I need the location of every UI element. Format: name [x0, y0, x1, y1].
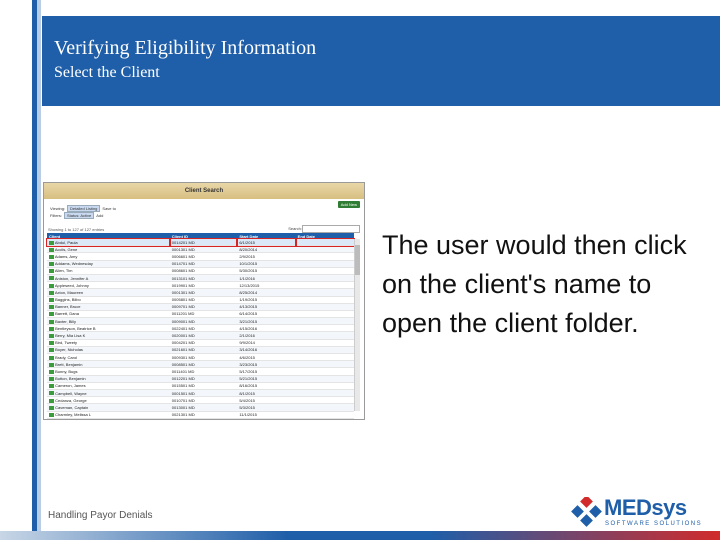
cell-text: 1/19/2015	[239, 297, 258, 303]
cell-text: Bentleyson, Beatrice B	[55, 325, 96, 331]
instruction-text: The user would then click on the client's name to open the client folder.	[382, 230, 687, 338]
cell-client[interactable]	[47, 346, 170, 353]
cell-client-id	[170, 267, 238, 274]
cell-text: 0020001 MD	[171, 333, 195, 339]
cell-text: 3/14/2016	[239, 347, 258, 353]
cell-end-date	[296, 253, 354, 260]
client-search-screenshot	[43, 182, 365, 420]
client-search-title: Client Search	[44, 183, 364, 199]
table-row[interactable]	[47, 397, 354, 404]
folder-icon[interactable]	[49, 348, 54, 352]
table-row[interactable]	[47, 296, 354, 303]
cell-start-date	[237, 368, 295, 375]
cell-text: 8/16/2015	[239, 383, 258, 389]
search-input[interactable]	[302, 225, 360, 233]
cell-start-date	[237, 346, 295, 353]
folder-icon[interactable]	[49, 305, 54, 309]
search-label: Search:	[288, 226, 302, 231]
cell-text: 0012201 MD	[171, 376, 195, 382]
cell-end-date	[296, 239, 354, 246]
cell-end-date	[296, 318, 354, 325]
cell-text: 0008501 MD	[171, 361, 195, 367]
cell-text: 8/20/2014	[239, 246, 258, 252]
cell-text: Addams, Wednesday	[54, 261, 93, 267]
table-row[interactable]	[47, 404, 354, 411]
folder-icon[interactable]	[49, 248, 54, 252]
cell-text: 0021601 MD	[171, 347, 195, 353]
cell-start-date	[237, 397, 295, 404]
cell-start-date	[237, 375, 295, 382]
cell-text: 5/30/2015	[239, 268, 258, 274]
cell-start-date	[237, 361, 295, 368]
cell-client-id	[170, 404, 238, 411]
cell-client-id	[170, 397, 238, 404]
cell-text: Boyer, Nicholas	[55, 347, 83, 353]
cell-end-date	[296, 389, 354, 396]
add-new-button[interactable]: Add New	[338, 201, 360, 208]
cell-text: Caveman, Captain	[55, 404, 89, 410]
cell-start-date	[237, 253, 295, 260]
folder-icon[interactable]	[49, 377, 54, 381]
cell-end-date	[296, 260, 354, 267]
cell-start-date	[237, 411, 295, 418]
cell-text: Banner, Bruce	[55, 304, 81, 310]
table-scrollbar[interactable]	[354, 239, 360, 411]
cell-client-id	[170, 253, 238, 260]
folder-icon[interactable]	[49, 327, 54, 331]
client-table	[47, 233, 354, 419]
cell-start-date	[237, 325, 295, 332]
cell-client[interactable]	[47, 296, 170, 303]
cell-start-date	[237, 296, 295, 303]
filters-row	[50, 212, 103, 219]
cell-client-id	[170, 346, 238, 353]
cell-start-date	[237, 332, 295, 339]
cell-start-date	[237, 310, 295, 317]
cell-client-id	[170, 246, 238, 253]
folder-icon[interactable]	[49, 399, 54, 403]
table-row[interactable]	[47, 375, 354, 382]
cell-text: 5/4/2015	[239, 397, 255, 403]
cell-client[interactable]	[47, 375, 170, 382]
cell-client-id	[170, 282, 238, 289]
cell-text: 8/25/2014	[239, 289, 258, 295]
cell-text: 0008601 MD	[171, 268, 195, 274]
cell-client[interactable]	[47, 282, 170, 289]
cell-text: 0001301 MD	[171, 289, 195, 295]
cell-text: 0013001 MD	[171, 404, 195, 410]
cell-client[interactable]	[47, 339, 170, 346]
cell-client[interactable]	[47, 354, 170, 361]
column-header-start-date[interactable]: Start Date	[237, 233, 295, 239]
filters-extra[interactable]: Add	[96, 213, 104, 218]
cell-start-date	[237, 339, 295, 346]
cell-end-date	[296, 411, 354, 418]
cell-text: 0009701 MD	[171, 304, 195, 310]
cell-text: 0021301 MD	[171, 412, 195, 418]
table-row[interactable]	[47, 282, 354, 289]
cell-text: 8/1/2015	[239, 390, 255, 396]
cell-end-date	[296, 303, 354, 310]
showing-count: Showing 1 to 127 of 127 entries	[48, 227, 105, 232]
table-row[interactable]	[47, 339, 354, 346]
folder-icon[interactable]	[49, 334, 54, 338]
column-header-client[interactable]: Client	[47, 233, 170, 239]
cell-text: 11/1/2015	[239, 412, 257, 418]
cell-text: Baxter, Billy	[55, 318, 77, 324]
cell-client-id	[170, 318, 238, 325]
cell-text: 3/21/2015	[239, 318, 258, 324]
folder-icon[interactable]	[49, 363, 54, 367]
cell-text: Allen, Tim	[54, 268, 73, 274]
table-row[interactable]	[47, 325, 354, 332]
folder-icon[interactable]	[49, 312, 54, 316]
cell-text: Brady, Carol	[55, 354, 78, 360]
folder-icon[interactable]	[49, 269, 54, 273]
cell-client[interactable]	[47, 382, 170, 389]
page-title: Verifying Eligibility Information	[54, 37, 317, 59]
cell-client-id	[170, 375, 238, 382]
cell-text: 0014201 MD	[171, 239, 195, 245]
folder-icon[interactable]	[49, 391, 54, 395]
cell-text: 12/13/2015	[239, 282, 260, 288]
cell-start-date	[237, 303, 295, 310]
cell-client-id	[170, 289, 238, 296]
footer-text: Handling Payor Denials	[48, 510, 153, 521]
folder-icon[interactable]	[49, 284, 54, 288]
cell-end-date	[296, 339, 354, 346]
folder-icon[interactable]	[49, 384, 54, 388]
cell-text: 0009001 MD	[171, 318, 195, 324]
cell-text: 1/1/2016	[239, 275, 255, 281]
cell-text: 0005801 MD	[171, 297, 195, 303]
cell-client-id	[170, 354, 238, 361]
scrollbar-thumb[interactable]	[355, 245, 360, 275]
folder-icon[interactable]	[49, 320, 54, 324]
cell-client-id	[170, 382, 238, 389]
cell-start-date	[237, 282, 295, 289]
cell-end-date	[296, 332, 354, 339]
cell-client-id	[170, 296, 238, 303]
cell-client[interactable]	[47, 274, 170, 281]
cell-text: Bunny, Bugs	[55, 368, 78, 374]
cell-client[interactable]	[47, 267, 170, 274]
cell-text: Cedanza, George	[55, 397, 87, 403]
cell-text: 3/23/2015	[239, 361, 258, 367]
cell-end-date	[296, 289, 354, 296]
cell-client-id	[170, 389, 238, 396]
folder-icon[interactable]	[49, 291, 54, 295]
cell-client[interactable]	[47, 310, 170, 317]
cell-client[interactable]	[47, 303, 170, 310]
cell-client[interactable]	[47, 411, 170, 418]
cell-text: 0010701 MD	[171, 397, 195, 403]
folder-icon[interactable]	[49, 413, 54, 417]
table-row[interactable]	[47, 253, 354, 260]
cell-text: 6/1/2015	[239, 239, 255, 245]
cell-client-id	[170, 260, 238, 267]
table-row[interactable]	[47, 389, 354, 396]
cell-text: 4/6/2015	[239, 354, 255, 360]
cell-end-date	[296, 310, 354, 317]
cell-start-date	[237, 318, 295, 325]
cell-text: Baggins, Bilbo	[55, 297, 81, 303]
table-row[interactable]	[47, 411, 354, 418]
cell-client[interactable]	[47, 239, 170, 246]
cell-text: 2/1/2016	[239, 333, 255, 339]
table-row[interactable]	[47, 246, 354, 253]
cell-text: 0011401 MD	[171, 368, 195, 374]
cell-client-id	[170, 361, 238, 368]
cell-end-date	[296, 382, 354, 389]
cell-text: 0014701 MD	[171, 261, 195, 267]
cell-client-id	[170, 303, 238, 310]
cell-start-date	[237, 404, 295, 411]
medsys-logo	[570, 495, 710, 531]
header-banner	[42, 16, 720, 106]
medsys-logo-icon	[570, 497, 604, 527]
table-row[interactable]	[47, 361, 354, 368]
cell-text: 5/21/2015	[239, 376, 258, 382]
folder-icon[interactable]	[49, 341, 54, 345]
cell-text: 0011201 MD	[171, 311, 195, 317]
cell-client[interactable]	[47, 325, 170, 332]
cell-client[interactable]	[47, 404, 170, 411]
cell-client-id	[170, 332, 238, 339]
cell-start-date	[237, 267, 295, 274]
cell-end-date	[296, 404, 354, 411]
cell-text: 0006601 MD	[171, 253, 195, 259]
cell-client[interactable]	[47, 389, 170, 396]
cell-text: Appleseed, Johnny	[54, 282, 89, 288]
cell-text: Brett, Benjamin	[55, 361, 83, 367]
cell-client[interactable]	[47, 368, 170, 375]
viewing-row	[50, 205, 116, 212]
cell-start-date	[237, 239, 295, 246]
cell-start-date	[237, 246, 295, 253]
cell-end-date	[296, 368, 354, 375]
table-row[interactable]	[47, 332, 354, 339]
cell-text: Cameron, James	[55, 383, 86, 389]
cell-text: Campbell, Wayne	[55, 390, 87, 396]
cell-client[interactable]	[47, 361, 170, 368]
cell-text: 4/15/2016	[239, 325, 258, 331]
cell-text: Barrett, Dana	[55, 311, 79, 317]
cell-text: Charmley, Melissa L	[55, 412, 92, 418]
cell-end-date	[296, 325, 354, 332]
table-row[interactable]	[47, 318, 354, 325]
table-row[interactable]	[47, 303, 354, 310]
table-row[interactable]	[47, 289, 354, 296]
cell-end-date	[296, 346, 354, 353]
cell-end-date	[296, 246, 354, 253]
table-row[interactable]	[47, 310, 354, 317]
table-row[interactable]	[47, 274, 354, 281]
cell-client[interactable]	[47, 318, 170, 325]
cell-text: 0004201 MD	[171, 340, 195, 346]
cell-start-date	[237, 354, 295, 361]
cell-text: 0001501 MD	[171, 390, 195, 396]
cell-client-id	[170, 239, 238, 246]
folder-icon[interactable]	[49, 298, 54, 302]
cell-client[interactable]	[47, 289, 170, 296]
cell-text: Button, Benjamin	[55, 376, 86, 382]
cell-text: Berry, Mia Lisa K	[55, 333, 86, 339]
cell-end-date	[296, 296, 354, 303]
filters-label: Filters:	[50, 213, 62, 218]
cell-start-date	[237, 274, 295, 281]
cell-client[interactable]	[47, 246, 170, 253]
cell-text: 0015501 MD	[171, 383, 195, 389]
table-row[interactable]	[47, 260, 354, 267]
cell-text: 10/1/2015	[239, 261, 258, 267]
cell-text: 0013101 MD	[171, 275, 195, 281]
cell-end-date	[296, 375, 354, 382]
cell-client[interactable]	[47, 332, 170, 339]
cell-client-id	[170, 368, 238, 375]
cell-end-date	[296, 267, 354, 274]
cell-end-date	[296, 361, 354, 368]
cell-text: Abdul, Paula	[54, 239, 78, 245]
filters-select[interactable]: Status: Active	[64, 212, 94, 219]
cell-start-date	[237, 260, 295, 267]
table-row[interactable]	[47, 382, 354, 389]
cell-text: 2/9/2015	[239, 253, 255, 259]
cell-client-id	[170, 411, 238, 418]
table-row[interactable]	[47, 239, 354, 246]
cell-text: 0009301 MD	[171, 354, 195, 360]
cell-text: 4/13/2015	[239, 304, 258, 310]
cell-start-date	[237, 289, 295, 296]
cell-client-id	[170, 310, 238, 317]
left-accent-bar-light	[37, 0, 41, 540]
table-row[interactable]	[47, 346, 354, 353]
table-row[interactable]	[47, 368, 354, 375]
viewing-select[interactable]: Detailed Listing	[67, 205, 100, 212]
cell-text: 6/14/2015	[239, 311, 258, 317]
cell-text: 5/17/2015	[239, 368, 258, 374]
cell-text: Acclis, Gene	[54, 246, 78, 252]
cell-text: Bird, Tweety	[55, 340, 78, 346]
cell-end-date	[296, 282, 354, 289]
cell-client-id	[170, 325, 238, 332]
table-row[interactable]	[47, 354, 354, 361]
folder-icon[interactable]	[49, 276, 54, 280]
client-search-controls	[44, 199, 364, 223]
table-row[interactable]	[47, 267, 354, 274]
folder-icon[interactable]	[49, 356, 54, 360]
column-header-client-id[interactable]: Client ID	[170, 233, 238, 239]
cell-text: Adams, Amy	[54, 253, 78, 259]
cell-end-date	[296, 354, 354, 361]
cell-text: Aniston, Jennifer A	[54, 275, 89, 281]
folder-icon[interactable]	[49, 255, 54, 259]
cell-text: 0022401 MD	[171, 325, 195, 331]
cell-client-id	[170, 274, 238, 281]
folder-icon[interactable]	[49, 406, 54, 410]
column-header-end-date[interactable]: End Date	[296, 233, 354, 239]
cell-client[interactable]	[47, 260, 170, 267]
cell-text: Axton, Maureen	[54, 289, 84, 295]
cell-client[interactable]	[47, 253, 170, 260]
cell-text: 0001301 MD	[171, 246, 195, 252]
cell-end-date	[296, 274, 354, 281]
cell-start-date	[237, 382, 295, 389]
cell-end-date	[296, 397, 354, 404]
viewing-label: Viewing:	[50, 206, 66, 211]
cell-text: 0019901 MD	[171, 282, 195, 288]
viewing-extra[interactable]: Save to	[102, 206, 116, 211]
folder-icon[interactable]	[49, 262, 54, 266]
folder-icon[interactable]	[49, 241, 54, 245]
logo-tagline: SOFTWARE SOLUTIONS	[605, 521, 703, 527]
cell-client[interactable]	[47, 397, 170, 404]
cell-text: 5/3/2015	[239, 404, 255, 410]
cell-text: 9/9/2014	[239, 340, 255, 346]
logo-wordmark: MEDsys	[604, 495, 687, 520]
page-subtitle: Select the Client	[54, 64, 160, 81]
bottom-stripe	[0, 531, 720, 540]
cell-client-id	[170, 339, 238, 346]
folder-icon[interactable]	[49, 370, 54, 374]
cell-start-date	[237, 389, 295, 396]
